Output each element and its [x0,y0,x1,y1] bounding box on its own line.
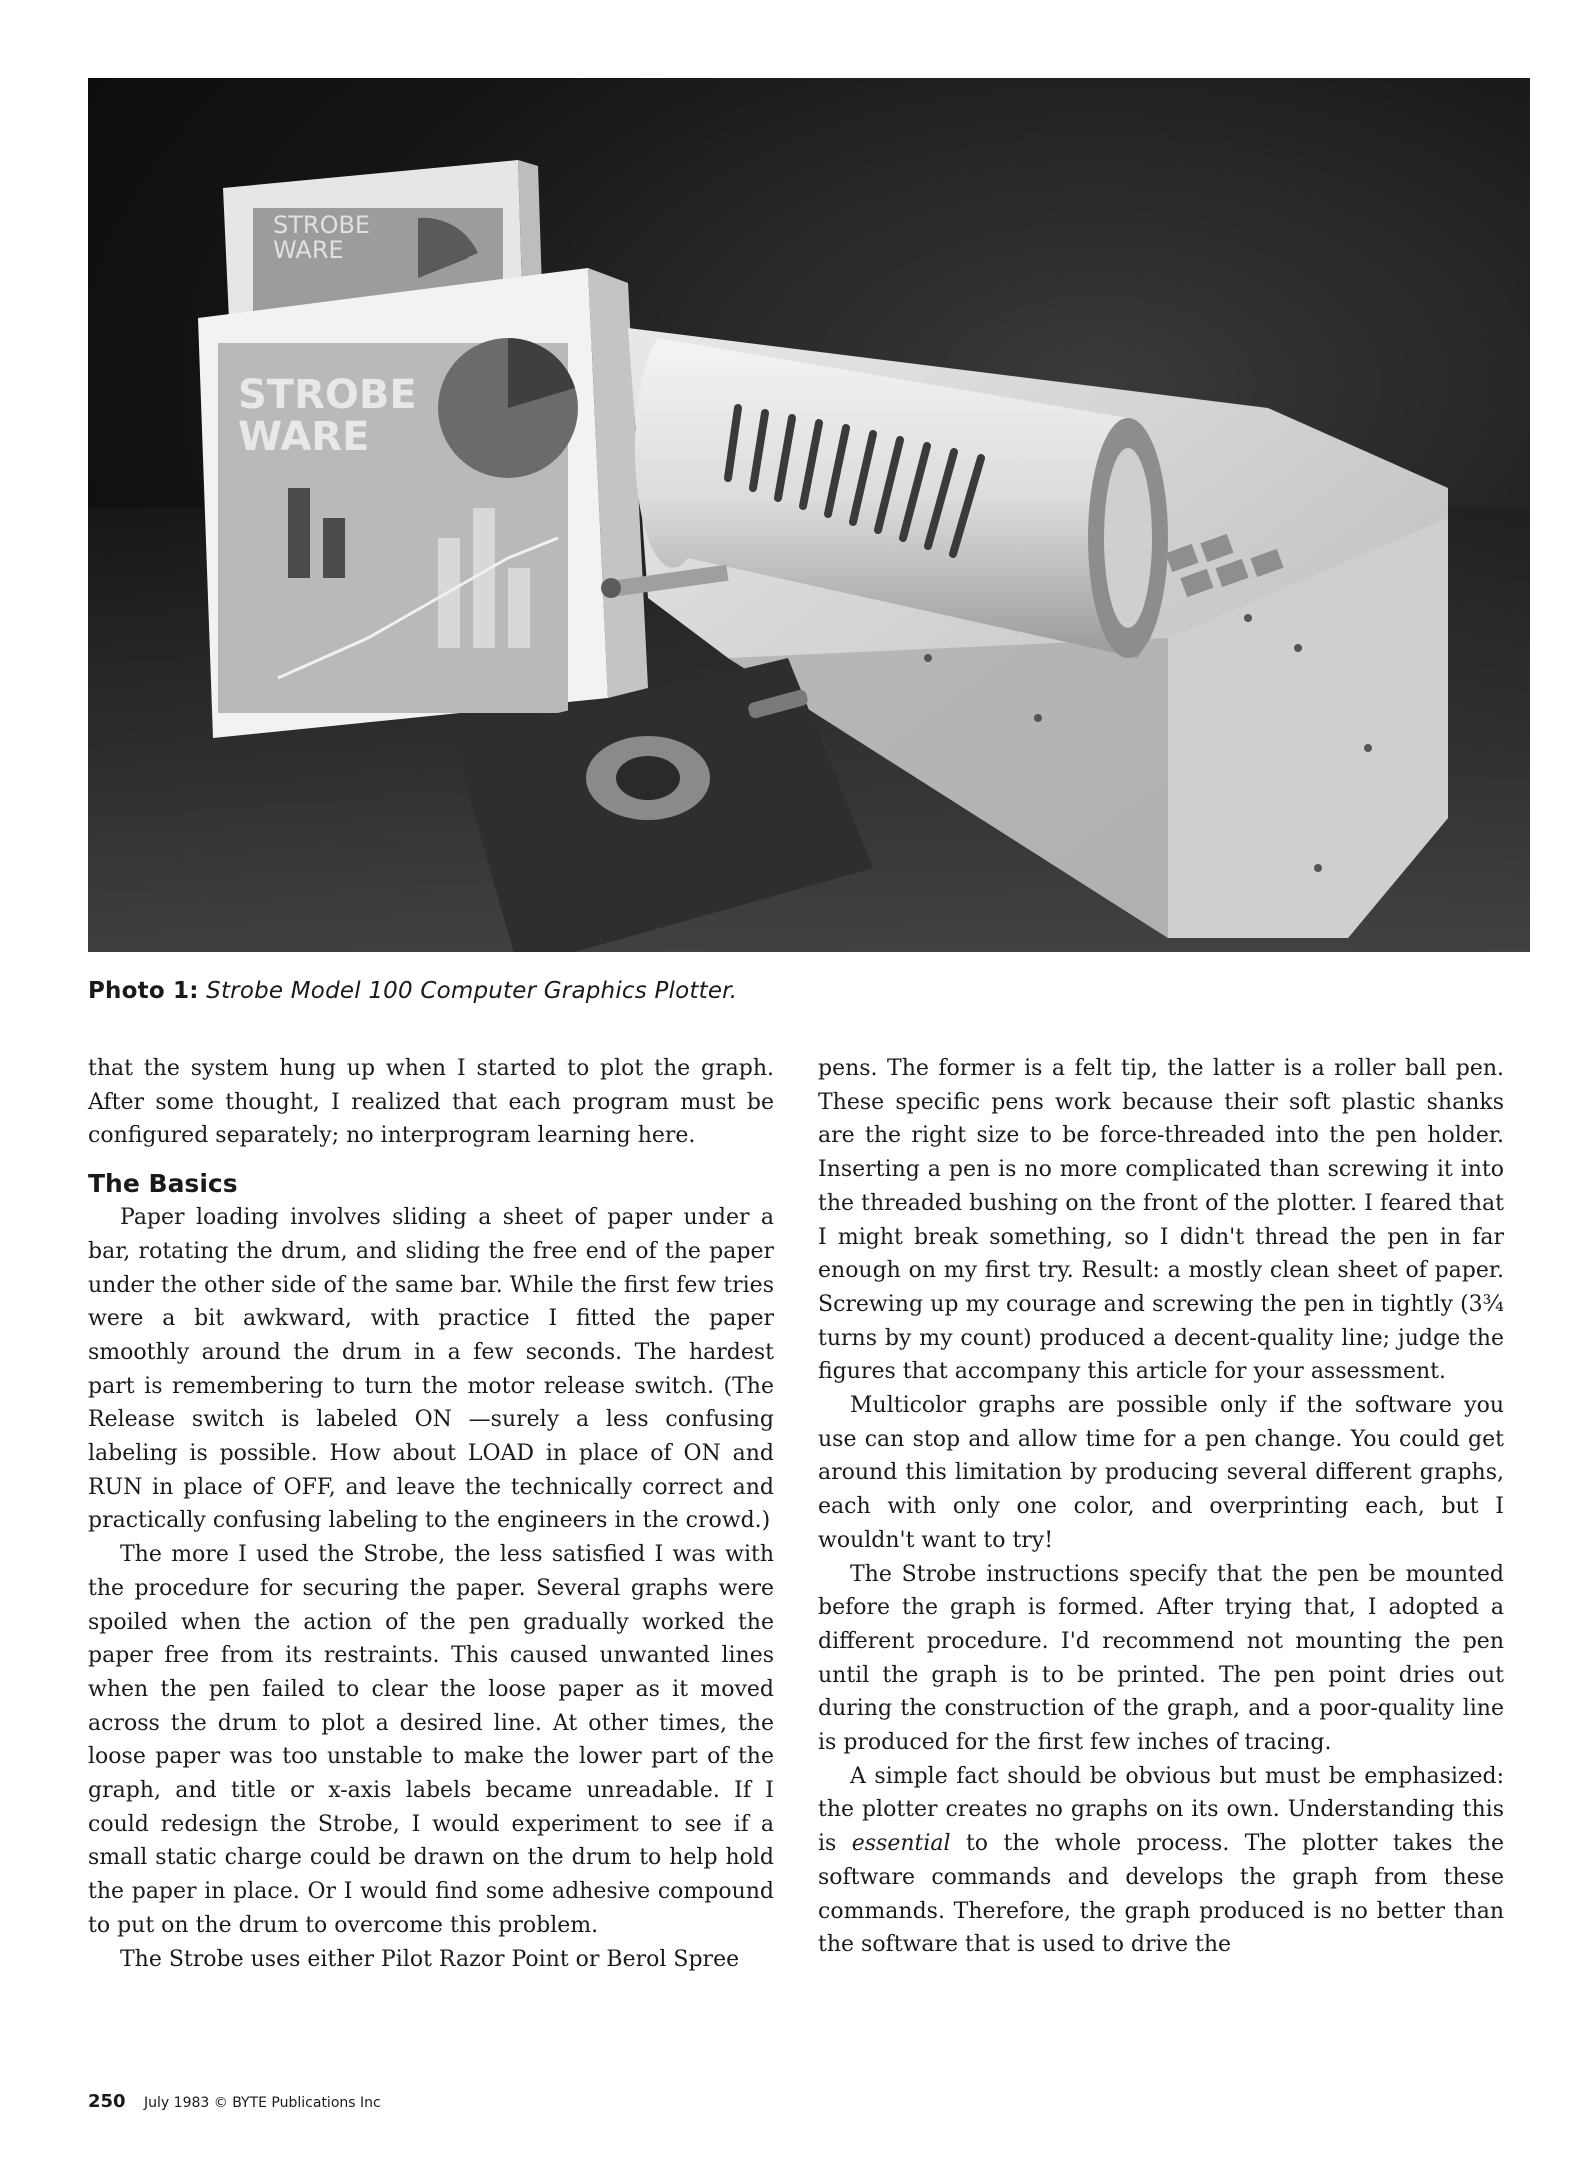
binder-back-logo-2: WARE [273,236,344,264]
left-column [88,1052,774,1976]
binder-front-logo-1: STROBE [238,372,417,418]
right-paragraph-4 [818,1760,1504,1962]
left-paragraph-1: that the system hung up when I started to plot the graph. After some thought, I realized that each program must be configured separately; no interprogram learning here. [88,1056,774,1149]
caption-text: Strobe Model 100 Computer Graphics Plotter. [206,978,738,1004]
left-paragraph-2: Paper loading involves sliding a sheet of paper under a bar, rotating the drum, and sliding the free end of the paper under the other side of the same bar. While the first few tries were a bit awkward, with practice I fitted the paper smoothly around the drum in a few seconds. The hardest part is remembering to turn the motor release switch. (The Release switch is labeled ON —surely a less confusing labeling is possible. How about LOAD in place of ON and RUN in place of OFF, and leave the technically correct and practically confusing labeling to the engineers in the crowd.) [88,1205,774,1534]
plotter-photo-illustration [88,78,1530,952]
right-paragraph-4-emphasis: essential [851,1831,951,1857]
right-paragraph-4-end: to the whole process. The plotter takes the software commands and develops the graph from these commands. Therefore, the graph produced is no better than the software that is used to drive the [818,1831,1504,1958]
right-paragraph-3: The Strobe instructions specify that the pen be mounted before the graph is formed. After trying that, I adopted a different procedure. I'd recommend not mounting the pen until the graph is to be printed. The pen point dries out during the construction of the graph, and a poor-quality line is produced for the first few inches of tracing. [818,1561,1504,1756]
right-paragraph-1: pens. The former is a felt tip, the latter is a roller ball pen. These specific pens work because their soft plastic shanks are the right size to be force-threaded into the pen holder. Inserting a pen is no more complicated than screwing it into the threaded bushing on the front of the plotter. I feared that I might break something, so I didn't thread the pen in far enough on my first try. Result: a mostly clean sheet of paper. Screwing up my courage and screwing the pen in tightly (3¾ turns by my count) produced a decent-quality line; judge the figures that accompany this article for your assessment. [818,1056,1504,1385]
right-paragraph-2: Multicolor graphs are possible only if the software you use can stop and allow time for a pen change. You could get around this limitation by producing several different graphs, each with only one color, and overprinting each, but I wouldn't want to try! [818,1393,1504,1553]
binder-back-logo-1: STROBE [273,211,371,239]
page-number: 250 [88,2091,126,2112]
right-column [818,1052,1504,1962]
section-heading: The Basics [88,1169,238,1199]
left-paragraph-3: The more I used the Strobe, the less satisfied I was with the procedure for securing the paper. Several graphs were spoiled when the action of the pen gradually worked the paper free from its restraints. This caused unwanted lines when the pen failed to clear the loose paper as it moved across the drum to plot a desired line. At other times, the loose paper was too unstable to make the lower part of the graph, and title or x-axis labels became unreadable. If I could redesign the Strobe, I would experiment to see if a small static charge could be drawn on the drum to help hold the paper in place. Or I would find some adhesive compound to put on the drum to overcome this problem. [88,1542,774,1938]
binder-front [198,268,648,738]
right-paragraph-4-start: A simple fact should be obvious but must be emphasized: the plotter creates no graphs on its own. Understanding this is [818,1763,1504,1857]
binder-front-logo-2: WARE [238,414,370,460]
page-footer [88,2091,381,2112]
plotter-photo [88,78,1530,952]
footer-credit: July 1983 © BYTE Publications Inc [144,2095,381,2111]
caption-label: Photo 1: [88,978,199,1004]
left-paragraph-4: The Strobe uses either Pilot Razor Point or Berol Spree [120,1946,740,1972]
photo-caption [88,976,1488,1006]
